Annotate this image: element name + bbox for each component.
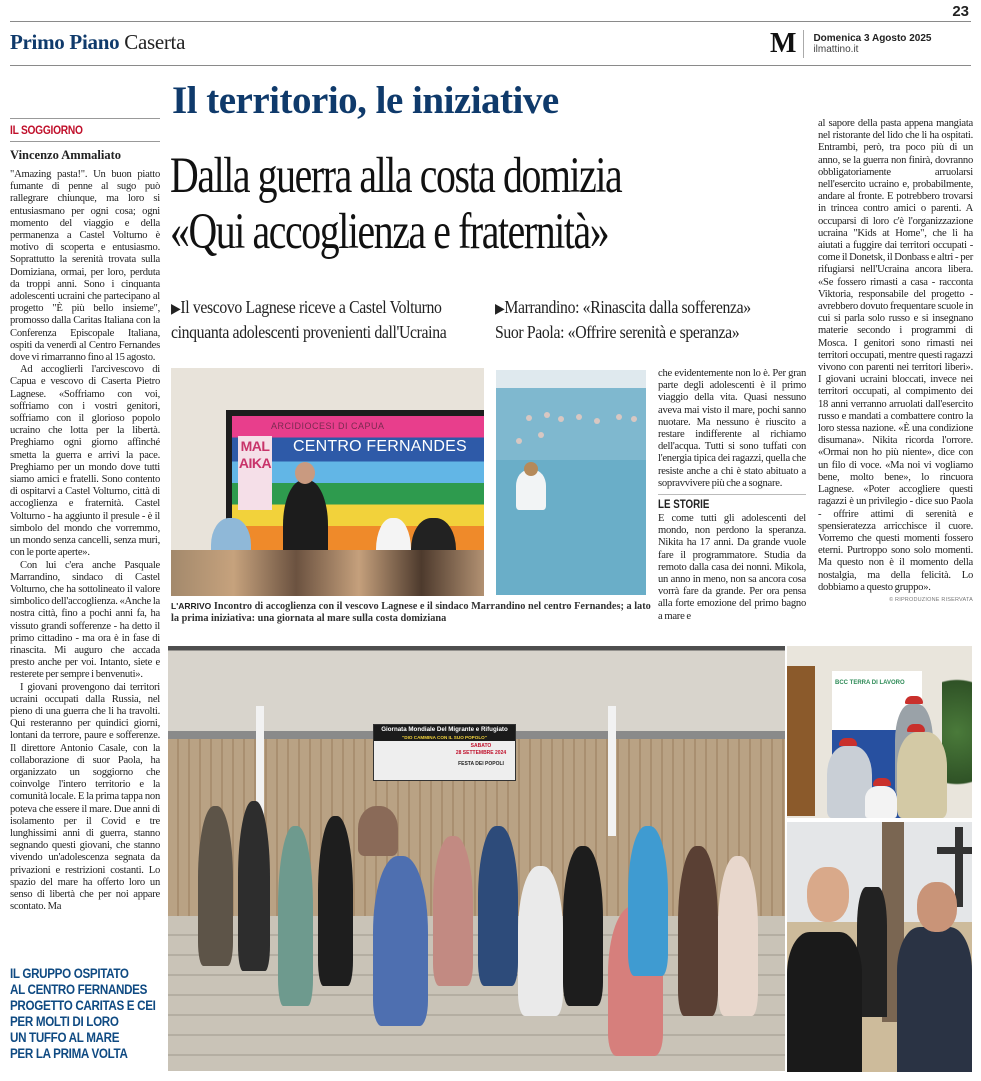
headline-line: Dalla guerra alla costa domizia	[170, 148, 622, 204]
swimmer	[544, 412, 550, 418]
poster-date	[451, 743, 511, 757]
pull-quote-line: PROGETTO CARITAS E CEI	[10, 998, 156, 1014]
subheadline-right	[495, 296, 751, 343]
pull-quote	[10, 966, 156, 1062]
header-rule-top	[10, 21, 971, 22]
banner-top-text: ARCIDIOCESI DI CAPUA	[271, 421, 385, 431]
section-name: Primo Piano	[10, 30, 120, 54]
person	[678, 846, 718, 1016]
person	[718, 856, 758, 1016]
headline-line: «Qui accoglienza e fraternità»	[170, 204, 609, 260]
person-head	[524, 462, 538, 476]
person	[358, 806, 398, 856]
swimmer	[616, 414, 622, 420]
swimmer	[538, 432, 544, 438]
poster-subtitle: "DIO CAMMINA CON IL SUO POPOLO"	[374, 735, 515, 741]
pull-quote-line: UN TUFFO AL MARE	[10, 1030, 120, 1046]
person	[478, 826, 518, 986]
caption-tag: L'ARRIVO	[171, 601, 212, 611]
subsection-heading: LE STORIE	[658, 499, 710, 512]
article-body-left	[10, 169, 160, 913]
paragraph: al sapore della pasta appena mangiata nel ristorante del lido che li ha ospitati. Entrambi, però, tra poco più di un anno, se la guerra non finirà, dovranno obbligatoriamente arruolarsi nell'esercito ucraino e, probabilmente, andare al fronte. E potrebbero trovarsi in trincea contro amici o parenti. A occuparsi di loro c'è l'organizzazione ucraina "Kids at Home", che li ha aiutati a fuggire dai territori occupati - come il Donetsk, il Donbass e altri - per rifugiarsi nell'Ucraina ancora libera. «Se fossero rimasti a casa - racconta Viktoria, responsabile del progetto - avrebbero dovuto frequentare scuole in cui si parla solo russo e si insegnano materie secondo i programmi di Mosca. I genitori sono rimasti nei territori occupati, mentre questi ragazzi vivono con parenti nei territori liberi». I giovani ucraini bloccati, invece nei territori occupati, al compimento dei 18 anni verranno arruolati dall'esercito russo e mandati a combattere contro la loro stessa nazione. «È una condizione disumana». Nikita ricorda l'orrore. «Ormai non ho più niente», dice con un filo di voce. «Ma noi vi vogliamo bene, molto bene», lo rincuora Lagnese. «Poter accogliere questi ragazzi è un privilegio - dice suo Paola - offrire attimi di serenità e spensieratezza arricchisce il cuore. Vorremo che questi momenti fossero eterni. Purtroppo sono solo momenti. Ma questo non è il momento della nostalgia, ma della felicità. Lo dobbiamo a questo gruppo».	[818, 118, 973, 593]
newspaper-logo: M	[770, 30, 804, 58]
paragraph: I giovani provengono dai territori ucraini occupati dalla Russia, nel pieno di una guerra che li ha travolti. Qui resteranno per quindici giorni, lontani da terrore, paure e sofferenze. Il direttore Antonio Casale, con la collaborazione di suor Paola, ha organizzato un soggiorno che coinvolge l'intero territorio e la comunità locale. E la prima tappa non poteva che essere il mare. Due anni di isolamento per il Covid e tre lunghissimi anni di guerra, stanno segnando questi giovani, che stanno vivendo un'adolescenza segnata da privazioni e restrizioni costanti. Lo spazio del mare ha offerto loro un senso di libertà che per noi appare scontato. Ma	[10, 681, 160, 913]
person-head	[295, 462, 315, 484]
masthead	[770, 28, 931, 60]
red-cap	[873, 778, 891, 786]
person	[563, 846, 603, 1006]
pull-quote-line: IL GRUPPO OSPITATO	[10, 966, 129, 982]
photo-teens-with-caps	[787, 646, 972, 818]
person	[897, 927, 972, 1072]
headline	[170, 148, 669, 260]
banner-brand-text: BCC TERRA DI LAVORO	[835, 680, 905, 686]
person-head	[807, 867, 849, 922]
person	[373, 856, 428, 1026]
person	[865, 786, 897, 818]
section-subname: Caserta	[124, 30, 186, 54]
red-cap	[839, 738, 857, 746]
poster-title: Giornata Mondiale Del Migrante e Rifugiato	[374, 725, 515, 735]
header-rule-bottom	[10, 65, 971, 66]
paragraph: "Amazing pasta!". Un buon piatto fumante di penne al sugo può rallegrare chiunque, ma loro si entusiasmano per ogni cosa; ogni momento del viaggio e della permanenza a Castel Volturno è motivo di scoperta e entusiasmo. Soprattutto la serenità trovata sulla Domiziana, ormai, per loro, perduta da troppi anni. Sono i cinquanta adolescenti ucraini che partecipano al progetto "È più bello insieme", promosso dalla Caritas Italiana con la Conferenza Episcopale Italiana, ospiti da venerdì al Centro Fernandes dove vi rimarranno fino al 15 agosto.	[10, 169, 160, 364]
middle-column	[658, 368, 806, 644]
article-body-stories	[658, 513, 806, 623]
cross	[937, 847, 972, 854]
page-number: 23	[952, 3, 969, 20]
poster-full-date: 28 SETTEMBRE 2024	[455, 750, 507, 756]
pull-quote-line: PER LA PRIMA VOLTA	[10, 1046, 128, 1062]
person-in-water	[516, 470, 546, 510]
photo-bracelet	[787, 822, 972, 1072]
swimmer	[558, 416, 564, 422]
red-cap	[907, 724, 925, 732]
triangle-bullet-icon: ▶	[171, 302, 181, 317]
swimmer	[516, 438, 522, 444]
section-header	[10, 30, 185, 55]
divider	[10, 141, 160, 142]
banner-brand-large: BCC	[849, 718, 873, 730]
caption-text: Incontro di accoglienza con il vescovo Lagnese e il sindaco Marrandino nel centro Fernandes; a lato la prima iniziativa: una giornata al mare sulla costa domiziana	[171, 601, 651, 624]
person-head	[917, 882, 957, 932]
person	[518, 866, 563, 1016]
kicker: Il territorio, le iniziative	[172, 79, 559, 122]
paragraph: E come tutti gli adolescenti del mondo, non perdono la speranza. Nikita ha 17 anni. Da grande vuole fare il programmatore. Studia da remoto dalla casa dei nonni. Mikola, un anno in meno, non sa ancora cosa vorrà fare da grande. Per ora pensa alla forte emozione del primo bagno a mare e	[658, 513, 806, 622]
article-body-middle	[658, 368, 806, 490]
pull-quote-line: PER MOLTI DI LORO	[10, 1014, 119, 1030]
website-link[interactable]: ilmattino.it	[813, 44, 859, 55]
person	[318, 816, 353, 986]
side-banner-text: MALAIKA	[238, 438, 272, 471]
swimmer	[594, 418, 600, 424]
swimmer	[526, 415, 532, 421]
byline: Vincenzo Ammaliato	[10, 148, 121, 162]
poster-event: FESTA DEI POPOLI	[458, 761, 504, 767]
masthead-meta	[804, 33, 931, 55]
red-cap	[905, 696, 923, 704]
person	[628, 826, 668, 976]
group-of-people	[198, 786, 778, 1066]
swimmer	[631, 416, 637, 422]
event-poster	[373, 724, 516, 781]
paragraph: Ad accoglierli l'arcivescovo di Capua e vescovo di Caserta Pietro Lagnese. «Soffriamo con voi, soffriamo con i vostri genitori, soffriamo con il glorioso popolo ucraino che lotta per la libertà. Preghiamo ogni giorno affinché smetta la guerra e arrivi la pace. Preghiamo per un mondo dove tutti siamo amici e fratelli. Sono contento di ospitarvi a Castel Volturno, città di accoglienza e fraternità. Castel Volturno - ha aggiunto il presule - è il simbolo del mondo che vorremmo, un mondo senza cancelli, senza muri, con le porte aperte».	[10, 364, 160, 559]
person	[897, 732, 947, 818]
photo-caption	[171, 600, 651, 625]
photo-welcome-meeting	[171, 368, 484, 596]
cross	[955, 827, 963, 907]
divider	[658, 494, 806, 495]
triangle-bullet-icon: ▶	[495, 302, 505, 317]
subhead-line: cinquanta adolescenti provenienti dall'Ucraina	[171, 322, 447, 342]
subhead-line: Il vescovo Lagnese riceve a Castel Volturno	[180, 297, 442, 317]
person	[198, 806, 233, 966]
pull-quote-line: AL CENTRO FERNANDES	[10, 982, 148, 998]
copyright-notice: © RIPRODUZIONE RISERVATA	[889, 596, 973, 603]
swimmer	[576, 414, 582, 420]
photo-sea	[496, 370, 646, 595]
subheadline-left	[171, 296, 446, 343]
subhead-line: Suor Paola: «Offrire serenità e speranza»	[495, 322, 740, 342]
person	[787, 932, 862, 1072]
person	[238, 801, 270, 971]
issue-date: Domenica 3 Agosto 2025	[813, 33, 932, 44]
door	[787, 666, 815, 816]
person	[433, 836, 473, 986]
paragraph: che evidentemente non lo è. Per gran parte degli adolescenti è il primo viaggio della vita. Quasi nessuno aveva mai visto il mare, pochi sanno nuotare. Ma nessuno è riuscito a restare indifferente al richiamo dell'acqua. Tutti si sono tuffati con l'energia tipica dei ragazzi, quella che resiste anche a chi è stato abituato a sopravvivere più che a sognare.	[658, 368, 806, 489]
photo-group	[168, 646, 785, 1071]
left-column	[10, 118, 160, 913]
article-tag: IL SOGGIORNO	[10, 123, 83, 137]
person	[278, 826, 313, 1006]
divider	[10, 118, 160, 119]
poster-day: SABATO	[470, 743, 492, 749]
article-body-right	[818, 118, 973, 594]
subhead-line: Marrandino: «Rinascita dalla sofferenza»	[504, 297, 751, 317]
banner-main-text: CENTRO FERNANDES	[293, 438, 467, 455]
right-column	[818, 118, 973, 603]
audience	[171, 550, 484, 596]
paragraph: Con lui c'era anche Pasquale Marrandino, sindaco di Castel Volturno, che ha sottolineato il valore simbolico dell'accoglienza. «Anche la nostra città, fino a pochi anni fa, ha vissuto grandi sofferenze - ha detto il primo cittadino - ma ora è in fase di rinascita. Mi auguro che accada presto anche per voi. Intanto, siete e resterete per sempre i benvenuti».	[10, 559, 161, 681]
